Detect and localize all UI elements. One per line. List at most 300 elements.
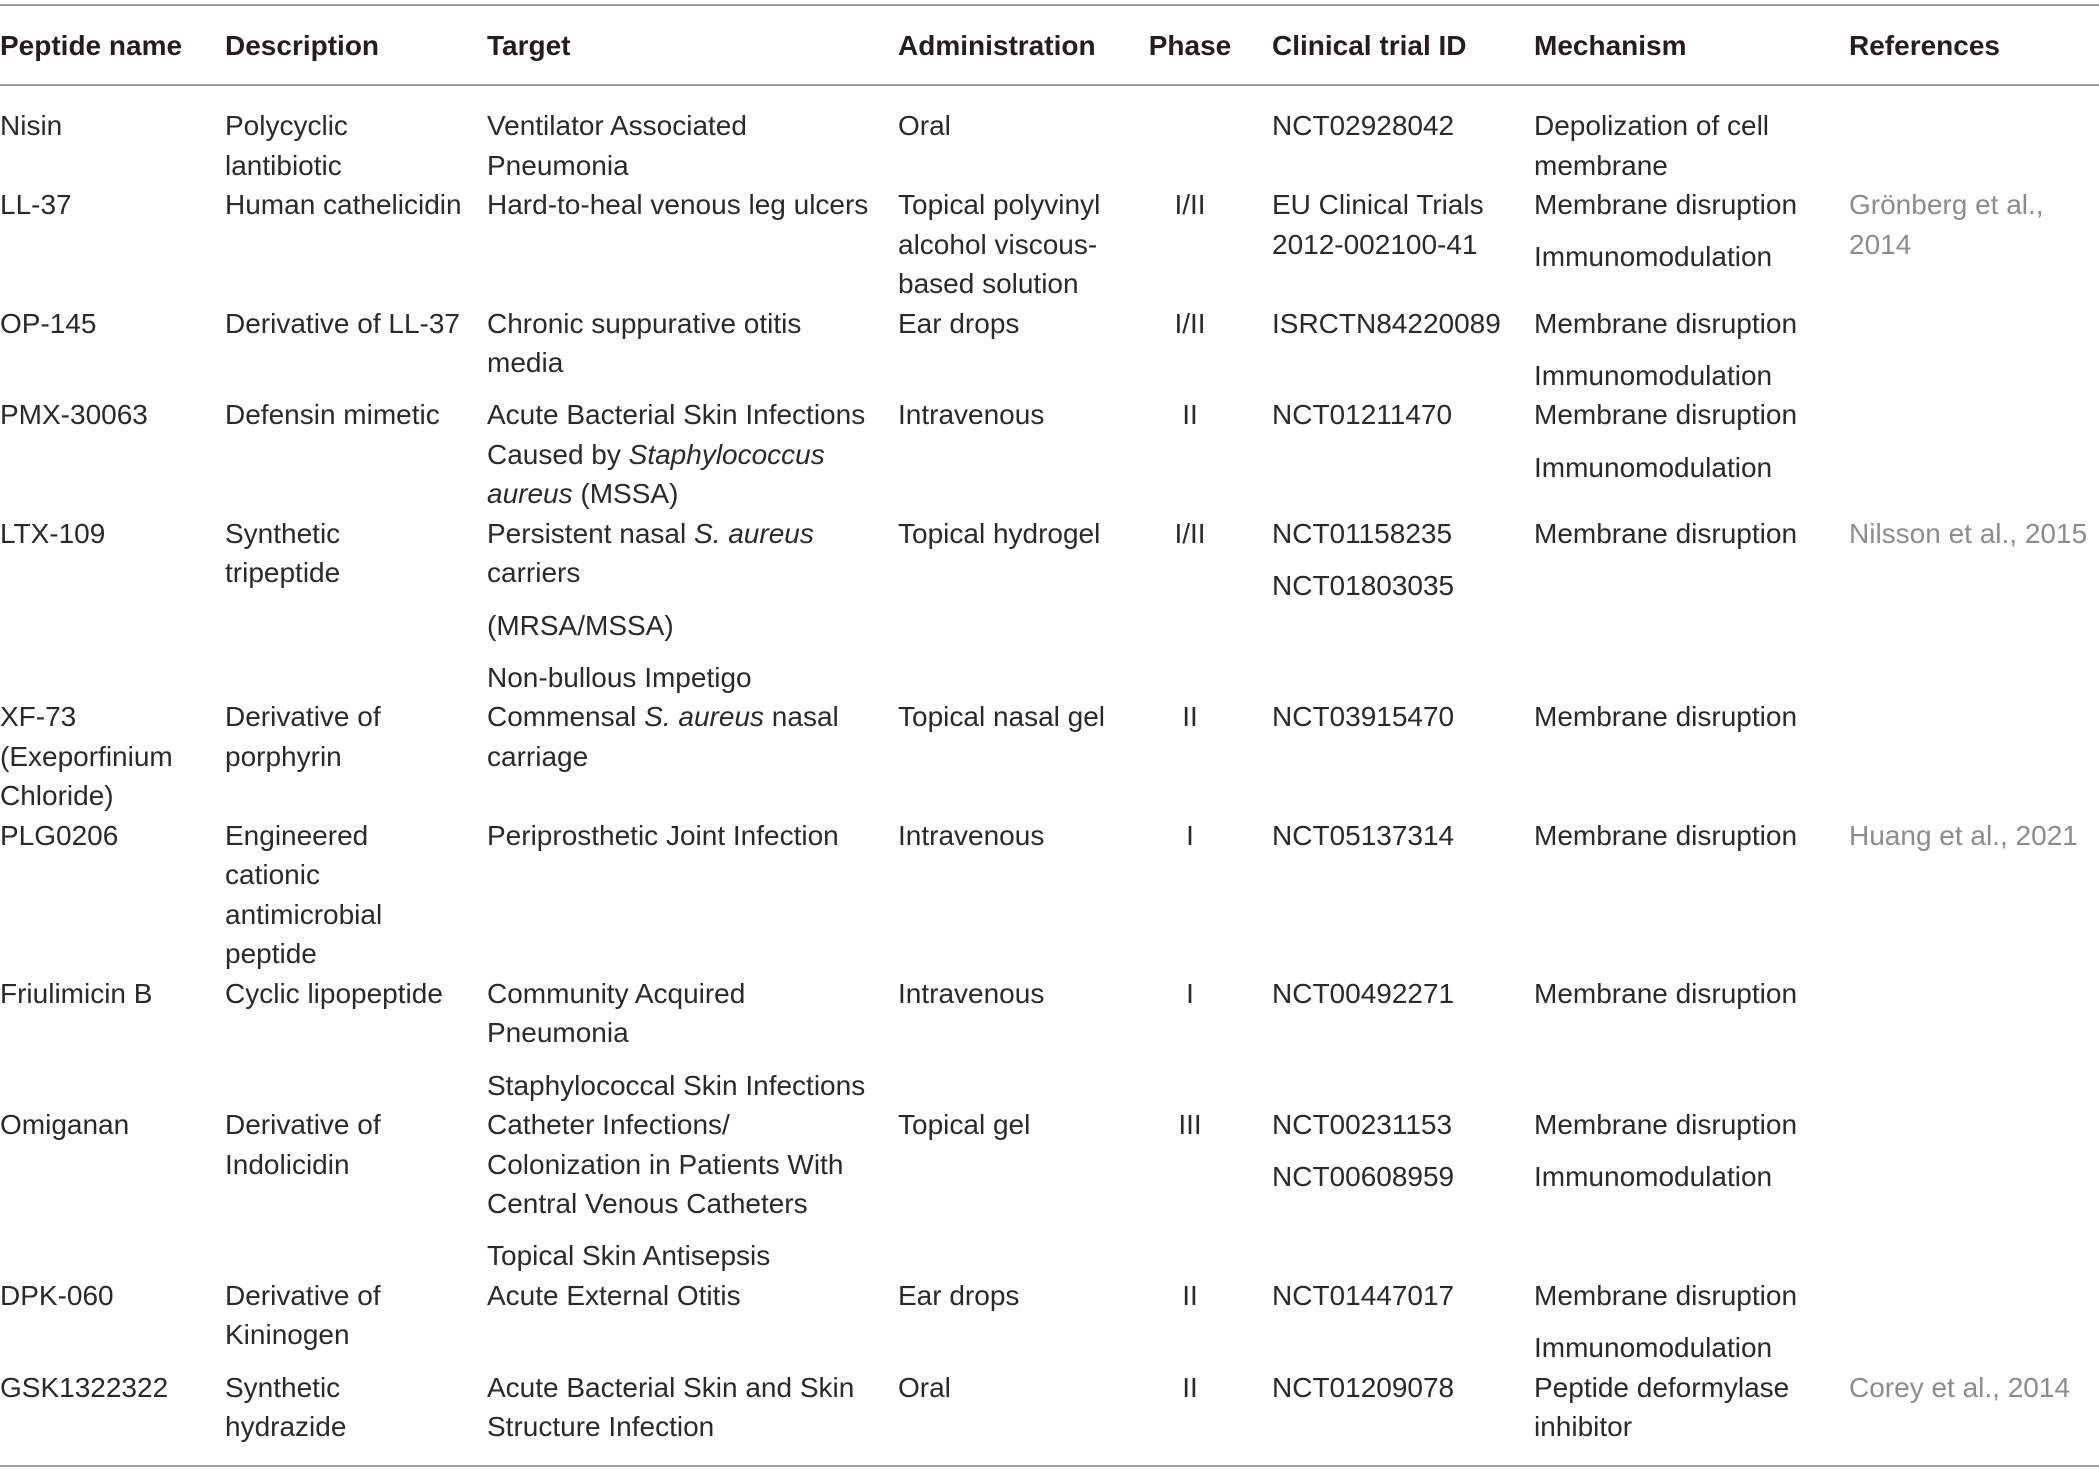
- text-segment: Persistent nasal: [487, 517, 694, 549]
- cell-entry: [0, 514, 225, 554]
- cell-line: I: [1186, 819, 1194, 851]
- cell-line: Ventilator Associated: [487, 110, 747, 141]
- cell-entry: [0, 1276, 225, 1316]
- cell-entry: [225, 185, 487, 225]
- cell-entry: [898, 514, 1140, 554]
- cell-entry: [0, 106, 225, 146]
- cell-line: I: [1186, 977, 1194, 1009]
- table-body: [0, 86, 2099, 1466]
- cell-trial-id: [1240, 1368, 1534, 1408]
- cell-mechanism: [1534, 395, 1849, 487]
- cell-entry: [487, 395, 898, 514]
- cell-entry: [0, 1368, 225, 1408]
- cell-line: NCT01211470: [1272, 399, 1453, 431]
- cell-description: [225, 1105, 487, 1184]
- cell-line: Membrane disruption: [1534, 819, 1798, 851]
- cell-description: [225, 106, 487, 185]
- text-segment: Caused by: [487, 438, 629, 470]
- cell-line: peptide: [225, 938, 317, 970]
- cell-line: Membrane disruption: [1534, 399, 1798, 431]
- cell-entry: [898, 1368, 1140, 1408]
- cell-description: [225, 395, 487, 435]
- cell-entry: [1534, 1276, 1849, 1316]
- cell-entry: [487, 304, 898, 383]
- peptide-trials-table: [0, 4, 2099, 1467]
- cell-line: Intravenous: [898, 399, 1045, 431]
- cell-line: lantibiotic: [225, 149, 342, 181]
- cell-line: LL-37: [0, 189, 72, 220]
- cell-entry: [1534, 974, 1849, 1014]
- cell-line: Community Acquired: [487, 977, 746, 1009]
- cell-entry: [1140, 816, 1240, 856]
- cell-description: [225, 816, 487, 974]
- cell-entry: [225, 816, 487, 974]
- cell-peptide: [0, 514, 225, 554]
- column-header-mechanism: Mechanism: [1534, 30, 1687, 61]
- cell-target: [487, 185, 898, 225]
- cell-target: [487, 1105, 898, 1276]
- cell-entry: [1534, 514, 1849, 554]
- column-header-target: Target: [487, 30, 571, 61]
- cell-phase: [1140, 1276, 1240, 1316]
- cell-line: antimicrobial: [225, 898, 383, 930]
- cell-line: EU Clinical Trials: [1272, 189, 1484, 220]
- cell-line: Ear drops: [898, 307, 1020, 339]
- cell-phase: [1140, 395, 1240, 435]
- cell-peptide: [0, 816, 225, 856]
- cell-entry: [487, 1105, 898, 1224]
- cell-target: [487, 395, 898, 514]
- cell-entry: [0, 185, 225, 225]
- cell-trial-id: [1240, 1105, 1534, 1197]
- cell-line: NCT03915470: [1272, 701, 1455, 733]
- cell-entry: [487, 185, 898, 225]
- cell-line: membrane: [1534, 149, 1668, 181]
- table-row: [0, 1105, 2099, 1276]
- cell-trial-id: [1240, 395, 1534, 435]
- cell-line: Friulimicin B: [0, 977, 153, 1009]
- cell-line: Membrane disruption: [1534, 307, 1798, 339]
- cell-entry: [1140, 1276, 1240, 1316]
- cell-entry: [1534, 1368, 1849, 1447]
- cell-line: I/II: [1174, 189, 1206, 220]
- cell-description: [225, 1368, 487, 1447]
- cell-line: (Exeporfinium: [0, 740, 173, 772]
- table-row: [0, 697, 2099, 816]
- cell-entry: [225, 974, 487, 1014]
- column-header-administration: Administration: [898, 30, 1096, 61]
- text-segment: nasal: [764, 701, 839, 733]
- cell-entry: [1534, 304, 1849, 344]
- cell-line: Engineered: [225, 819, 369, 851]
- cell-line: NCT05137314: [1272, 819, 1455, 851]
- cell-mechanism: [1534, 1276, 1849, 1368]
- cell-trial-id: [1240, 514, 1534, 606]
- cell-entry: [1534, 106, 1849, 185]
- cell-line: Nilsson et al., 2015: [1849, 517, 2088, 549]
- cell-entry: [0, 1105, 225, 1145]
- cell-entry: [0, 974, 225, 1014]
- cell-line: carriers: [487, 557, 581, 589]
- cell-entry: [1272, 1157, 1534, 1197]
- cell-administration: [898, 1276, 1140, 1316]
- cell-phase: [1140, 816, 1240, 856]
- cell-line: Immunomodulation: [1534, 241, 1773, 273]
- cell-entry: [487, 816, 898, 856]
- cell-entry: [898, 697, 1140, 737]
- cell-line: GSK1322322: [0, 1371, 169, 1403]
- italic-species-name: S. aureus: [694, 517, 814, 549]
- cell-phase: [1140, 697, 1240, 737]
- column-header-phase: Phase: [1148, 30, 1232, 61]
- cell-entry: [225, 106, 487, 185]
- cell-entry: [1272, 566, 1534, 606]
- italic-species-name: Staphylococcus: [628, 438, 825, 470]
- cell-line: tripeptide: [225, 557, 341, 589]
- cell-entry: [1272, 816, 1534, 856]
- cell-peptide: [0, 1276, 225, 1316]
- cell-line: Derivative of: [225, 1109, 381, 1141]
- cell-mechanism: [1534, 1368, 1849, 1447]
- cell-entry: [1140, 304, 1240, 344]
- cell-line: Derivative of: [225, 701, 381, 733]
- cell-line: Immunomodulation: [1534, 451, 1773, 483]
- cell-description: [225, 304, 487, 344]
- cell-entry: [898, 185, 1140, 304]
- cell-line: Acute Bacterial Skin Infections: [487, 399, 866, 431]
- cell-line: Topical polyvinyl: [898, 189, 1101, 220]
- cell-entry: [225, 304, 487, 344]
- cell-line: Chloride): [0, 780, 114, 812]
- italic-species-name: aureus: [487, 478, 573, 510]
- cell-line: Topical Skin Antisepsis: [487, 1240, 771, 1272]
- cell-entry: [1534, 185, 1849, 225]
- cell-administration: [898, 697, 1140, 737]
- cell-description: [225, 185, 487, 225]
- cell-line: NCT01803035: [1272, 570, 1455, 602]
- cell-target: [487, 1276, 898, 1316]
- cell-phase: [1140, 185, 1240, 225]
- cell-line: I/II: [1174, 517, 1206, 549]
- cell-line: Pneumonia: [487, 149, 629, 181]
- cell-entry: [487, 1368, 898, 1447]
- cell-line: OP-145: [0, 307, 97, 339]
- italic-species-name: S. aureus: [644, 701, 765, 733]
- cell-line: Nisin: [0, 110, 63, 141]
- cell-line: Corey et al., 2014: [1849, 1371, 2071, 1403]
- cell-line: DPK-060: [0, 1279, 114, 1311]
- cell-entry: [487, 1066, 898, 1106]
- cell-target: [487, 106, 898, 185]
- cell-line: Intravenous: [898, 977, 1045, 1009]
- cell-entry: [487, 974, 898, 1053]
- cell-entry: [898, 395, 1140, 435]
- column-header-description: Description: [225, 30, 380, 61]
- cell-line: [487, 697, 898, 737]
- cell-entry: [1140, 697, 1240, 737]
- cell-line: Synthetic: [225, 517, 341, 549]
- cell-line: III: [1178, 1109, 1202, 1141]
- cell-line: NCT00608959: [1272, 1161, 1455, 1193]
- reference-link[interactable]: [1849, 514, 2099, 554]
- cell-line: Human cathelicidin: [225, 189, 462, 220]
- cell-entry: [225, 1105, 487, 1184]
- cell-line: Membrane disruption: [1534, 1109, 1798, 1141]
- cell-entry: [1534, 395, 1849, 435]
- cell-entry: [1272, 697, 1534, 737]
- cell-line: PLG0206: [0, 819, 119, 851]
- table-row: [0, 1368, 2099, 1447]
- cell-line: Membrane disruption: [1534, 977, 1798, 1009]
- cell-peptide: [0, 1368, 225, 1408]
- table-row: [0, 304, 2099, 396]
- cell-entry: [898, 816, 1140, 856]
- cell-line: Catheter Infections/: [487, 1109, 730, 1141]
- cell-references: [1849, 1368, 2099, 1408]
- cell-entry: [487, 658, 898, 698]
- cell-phase: [1140, 974, 1240, 1014]
- cell-line: media: [487, 347, 564, 378]
- text-segment: Commensal: [487, 701, 645, 733]
- cell-line: Central Venous Catheters: [487, 1188, 808, 1220]
- reference-link[interactable]: [1849, 185, 2099, 264]
- cell-entry: [1272, 395, 1534, 435]
- cell-line: NCT01447017: [1272, 1279, 1455, 1311]
- column-header-clinical-trial-id: Clinical trial ID: [1272, 30, 1467, 61]
- cell-entry: [1272, 1105, 1534, 1145]
- cell-target: [487, 1368, 898, 1447]
- cell-entry: [1272, 514, 1534, 554]
- cell-references: [1849, 514, 2099, 554]
- cell-description: [225, 974, 487, 1014]
- table-row: [0, 974, 2099, 1105]
- cell-entry: [1140, 514, 1240, 554]
- cell-peptide: [0, 974, 225, 1014]
- cell-entry: [898, 106, 1140, 146]
- cell-line: Immunomodulation: [1534, 359, 1773, 391]
- cell-line: Derivative of LL-37: [225, 307, 461, 339]
- cell-line: carriage: [487, 740, 589, 772]
- cell-entry: [1272, 1368, 1534, 1408]
- cell-administration: [898, 816, 1140, 856]
- cell-line: Cyclic lipopeptide: [225, 977, 443, 1009]
- cell-line: Peptide deformylase: [1534, 1371, 1790, 1403]
- cell-entry: [1140, 395, 1240, 435]
- table-header: [0, 6, 2099, 86]
- cell-line: porphyrin: [225, 740, 342, 772]
- cell-phase: [1140, 304, 1240, 344]
- table-row: [0, 514, 2099, 698]
- cell-target: [487, 697, 898, 776]
- cell-line: Membrane disruption: [1534, 189, 1798, 220]
- cell-references: [1849, 185, 2099, 264]
- cell-line: Indolicidin: [225, 1148, 350, 1180]
- text-segment: (MSSA): [572, 478, 679, 510]
- cell-line: Immunomodulation: [1534, 1332, 1773, 1364]
- cell-line: Intravenous: [898, 819, 1045, 851]
- cell-entry: [487, 1236, 898, 1276]
- cell-mechanism: [1534, 106, 1849, 185]
- cell-line: Topical hydrogel: [898, 517, 1101, 549]
- cell-peptide: [0, 185, 225, 225]
- cell-peptide: [0, 1105, 225, 1145]
- cell-references: [1849, 816, 2099, 856]
- cell-line: Synthetic: [225, 1371, 341, 1403]
- cell-administration: [898, 514, 1140, 554]
- table-row: [0, 185, 2099, 304]
- cell-trial-id: [1240, 304, 1534, 344]
- cell-target: [487, 974, 898, 1105]
- cell-entry: [487, 1276, 898, 1316]
- cell-line: alcohol viscous-: [898, 228, 1098, 260]
- cell-trial-id: [1240, 697, 1534, 737]
- cell-entry: [1534, 1328, 1849, 1368]
- cell-line: II: [1182, 399, 1198, 431]
- cell-line: [487, 474, 898, 514]
- cell-line: Membrane disruption: [1534, 1279, 1798, 1311]
- cell-entry: [898, 1276, 1140, 1316]
- cell-line: inhibitor: [1534, 1411, 1633, 1443]
- cell-administration: [898, 395, 1140, 435]
- cell-mechanism: [1534, 697, 1849, 737]
- cell-line: Non-bullous Impetigo: [487, 661, 752, 693]
- cell-line: Chronic suppurative otitis: [487, 307, 802, 339]
- cell-line: I/II: [1174, 307, 1206, 339]
- cell-line: II: [1182, 701, 1198, 733]
- cell-entry: [0, 816, 225, 856]
- cell-line: Hard-to-heal venous leg ulcers: [487, 189, 869, 220]
- cell-entry: [0, 304, 225, 344]
- cell-trial-id: [1240, 974, 1534, 1014]
- cell-peptide: [0, 106, 225, 146]
- cell-line: NCT00231153: [1272, 1109, 1453, 1141]
- cell-line: Topical nasal gel: [898, 701, 1106, 733]
- cell-entry: [1534, 237, 1849, 277]
- cell-entry: [225, 1368, 487, 1447]
- cell-mechanism: [1534, 816, 1849, 856]
- cell-trial-id: [1240, 106, 1534, 146]
- cell-entry: [898, 1105, 1140, 1145]
- cell-mechanism: [1534, 1105, 1849, 1197]
- cell-line: Colonization in Patients With: [487, 1148, 844, 1180]
- cell-line: Acute Bacterial Skin and Skin: [487, 1371, 855, 1403]
- cell-mechanism: [1534, 185, 1849, 277]
- cell-mechanism: [1534, 514, 1849, 554]
- cell-line: Oral: [898, 110, 951, 141]
- cell-entry: [1140, 185, 1240, 225]
- cell-line: Defensin mimetic: [225, 399, 440, 431]
- cell-entry: [1272, 185, 1534, 264]
- cell-target: [487, 304, 898, 383]
- table-row: [0, 1276, 2099, 1368]
- cell-entry: [487, 514, 898, 593]
- cell-entry: [1272, 106, 1534, 146]
- cell-line: Grönberg et al.,: [1849, 189, 2044, 220]
- cell-entry: [898, 974, 1140, 1014]
- cell-line: Staphylococcal Skin Infections: [487, 1069, 866, 1101]
- cell-entry: [1534, 356, 1849, 396]
- cell-line: [487, 514, 898, 554]
- cell-entry: [1534, 697, 1849, 737]
- cell-line: NCT01209078: [1272, 1371, 1455, 1403]
- cell-line: Membrane disruption: [1534, 701, 1798, 733]
- cell-entry: [225, 697, 487, 776]
- cell-line: ISRCTN84220089: [1272, 307, 1501, 339]
- cell-entry: [1534, 448, 1849, 488]
- cell-entry: [1534, 1157, 1849, 1197]
- cell-entry: [1272, 974, 1534, 1014]
- cell-line: Polycyclic: [225, 110, 348, 141]
- cell-phase: [1140, 1368, 1240, 1408]
- cell-line: Pneumonia: [487, 1017, 629, 1049]
- cell-line: (MRSA/MSSA): [487, 609, 674, 641]
- cell-line: Periprosthetic Joint Infection: [487, 819, 839, 851]
- cell-line: Oral: [898, 1371, 951, 1403]
- cell-line: Acute External Otitis: [487, 1279, 741, 1311]
- cell-line: Membrane disruption: [1534, 517, 1798, 549]
- cell-peptide: [0, 304, 225, 344]
- cell-entry: [225, 395, 487, 435]
- cell-line: Structure Infection: [487, 1411, 715, 1443]
- cell-entry: [1140, 1368, 1240, 1408]
- column-header-peptide-name: Peptide name: [0, 30, 183, 61]
- cell-entry: [1272, 1276, 1534, 1316]
- cell-line: II: [1182, 1371, 1198, 1403]
- cell-entry: [1140, 974, 1240, 1014]
- cell-line: PMX-30063: [0, 399, 148, 431]
- cell-entry: [225, 514, 487, 593]
- cell-line: 2012-002100-41: [1272, 228, 1478, 260]
- table-row: [0, 816, 2099, 974]
- cell-administration: [898, 1368, 1140, 1408]
- cell-line: Huang et al., 2021: [1849, 819, 2078, 851]
- cell-target: [487, 514, 898, 698]
- cell-entry: [487, 106, 898, 185]
- cell-line: cationic: [225, 859, 320, 891]
- cell-phase: [1140, 514, 1240, 554]
- cell-line: Depolization of cell: [1534, 110, 1770, 141]
- table-row: [0, 106, 2099, 185]
- cell-line: LTX-109: [0, 517, 106, 549]
- column-header-references: References: [1849, 30, 2000, 61]
- cell-entry: [0, 697, 225, 816]
- cell-line: based solution: [898, 268, 1079, 299]
- cell-entry: [898, 304, 1140, 344]
- cell-trial-id: [1240, 1276, 1534, 1316]
- cell-administration: [898, 304, 1140, 344]
- table-row: [0, 395, 2099, 514]
- cell-line: 2014: [1849, 228, 1912, 260]
- cell-entry: [1534, 816, 1849, 856]
- cell-administration: [898, 974, 1140, 1014]
- cell-line: Immunomodulation: [1534, 1161, 1773, 1193]
- cell-phase: [1140, 1105, 1240, 1145]
- cell-line: NCT01158235: [1272, 517, 1453, 549]
- cell-line: Kininogen: [225, 1319, 350, 1351]
- cell-entry: [1272, 304, 1534, 344]
- cell-entry: [487, 606, 898, 646]
- reference-link[interactable]: [1849, 1368, 2099, 1408]
- cell-trial-id: [1240, 185, 1534, 264]
- cell-line: NCT00492271: [1272, 977, 1455, 1009]
- cell-administration: [898, 106, 1140, 146]
- cell-administration: [898, 1105, 1140, 1145]
- reference-link[interactable]: [1849, 816, 2099, 856]
- cell-line: Omiganan: [0, 1109, 130, 1141]
- cell-line: hydrazide: [225, 1411, 347, 1443]
- cell-target: [487, 816, 898, 856]
- cell-trial-id: [1240, 816, 1534, 856]
